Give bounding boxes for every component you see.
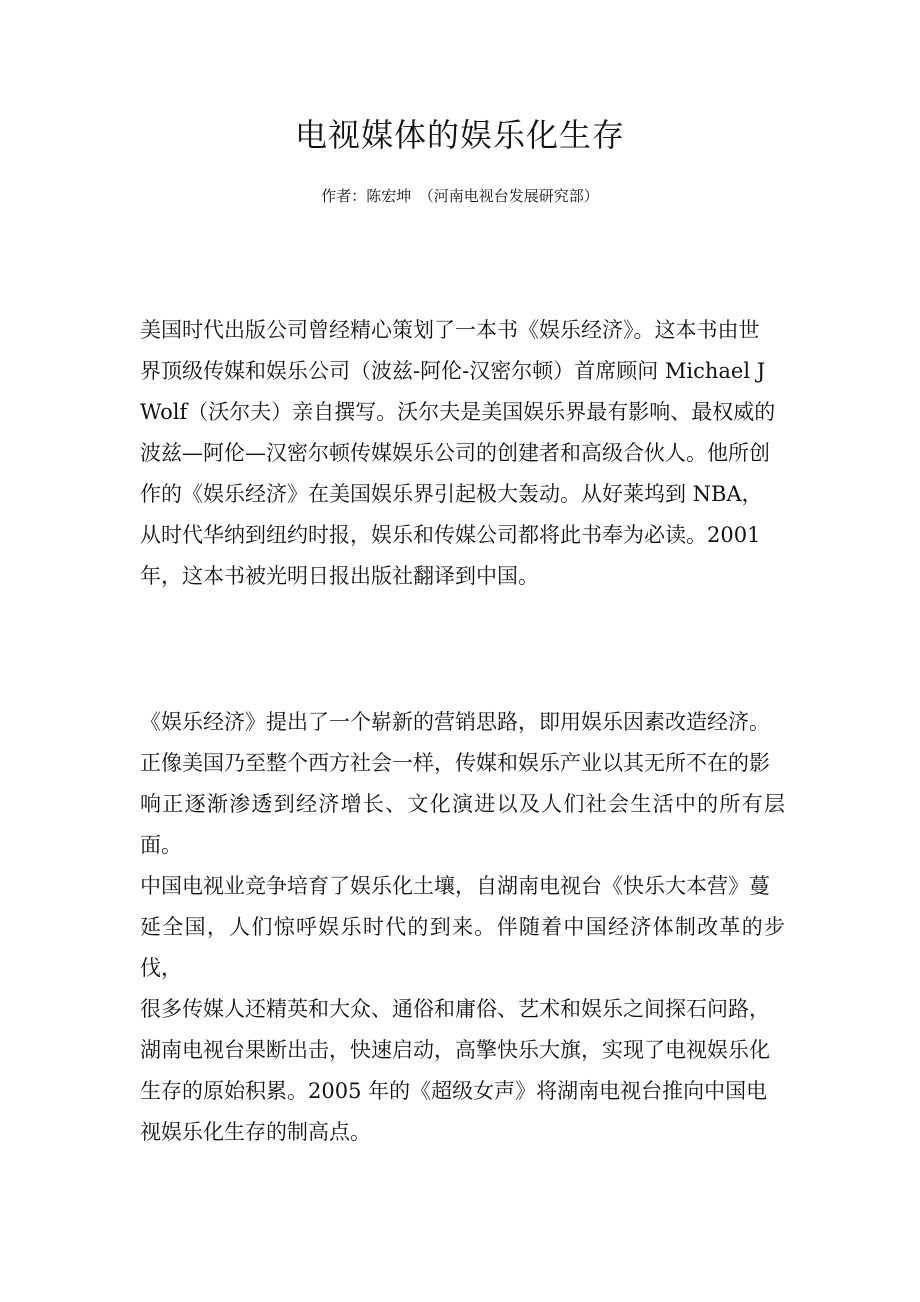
document-title: 电视媒体的娱乐化生存 [294, 116, 625, 154]
paragraph-1: 美国时代出版公司曾经精心策划了一本书《娱乐经济》。这本书由世 界顶级传媒和娱乐公司（波兹-阿伦-汉密尔顿）首席顾问 Michael J Wolf（沃尔夫）亲自撰写。沃尔夫是美国娱乐界最有影响、最权威的 波兹—阿伦—汉密尔顿传媒娱乐公司的创建者和高级合伙人。他所创 作的《娱乐经济》在美国娱乐界引起极大轰动。从好莱坞到 NBA， 从时代华纳到纽约时报，娱乐和传媒公司都将此书奉为必读。2001 年，这本书被光明日报出版社翻译到中国。 [140, 318, 776, 588]
author-byline: 作者：陈宏坤 （河南电视台发展研究部） [321, 187, 599, 205]
paragraph-2: 《娱乐经济》提出了一个崭新的营销思路，即用娱乐因素改造经济。 正像美国乃至整个西方社会一样，传媒和娱乐产业以其无所不在的影 响正逐渐渗透到经济增长、文化演进以及人们社会生活中的所有层面。 中国电视业竞争培育了娱乐化土壤，自湖南电视台《快乐大本营》蔓 延全国，人们惊呼娱乐时代的到来。伴随着中国经济体制改革的步伐， 很多传媒人还精英和大众、通俗和庸俗、艺术和娱乐之间探石问路， 湖南电视台果断出击，快速启动，高擎快乐大旗，实现了电视娱乐化 生存的原始积累。2005 年的《超级女声》将湖南电视台推向中国电 视娱乐化生存的制高点。 [140, 710, 785, 1144]
